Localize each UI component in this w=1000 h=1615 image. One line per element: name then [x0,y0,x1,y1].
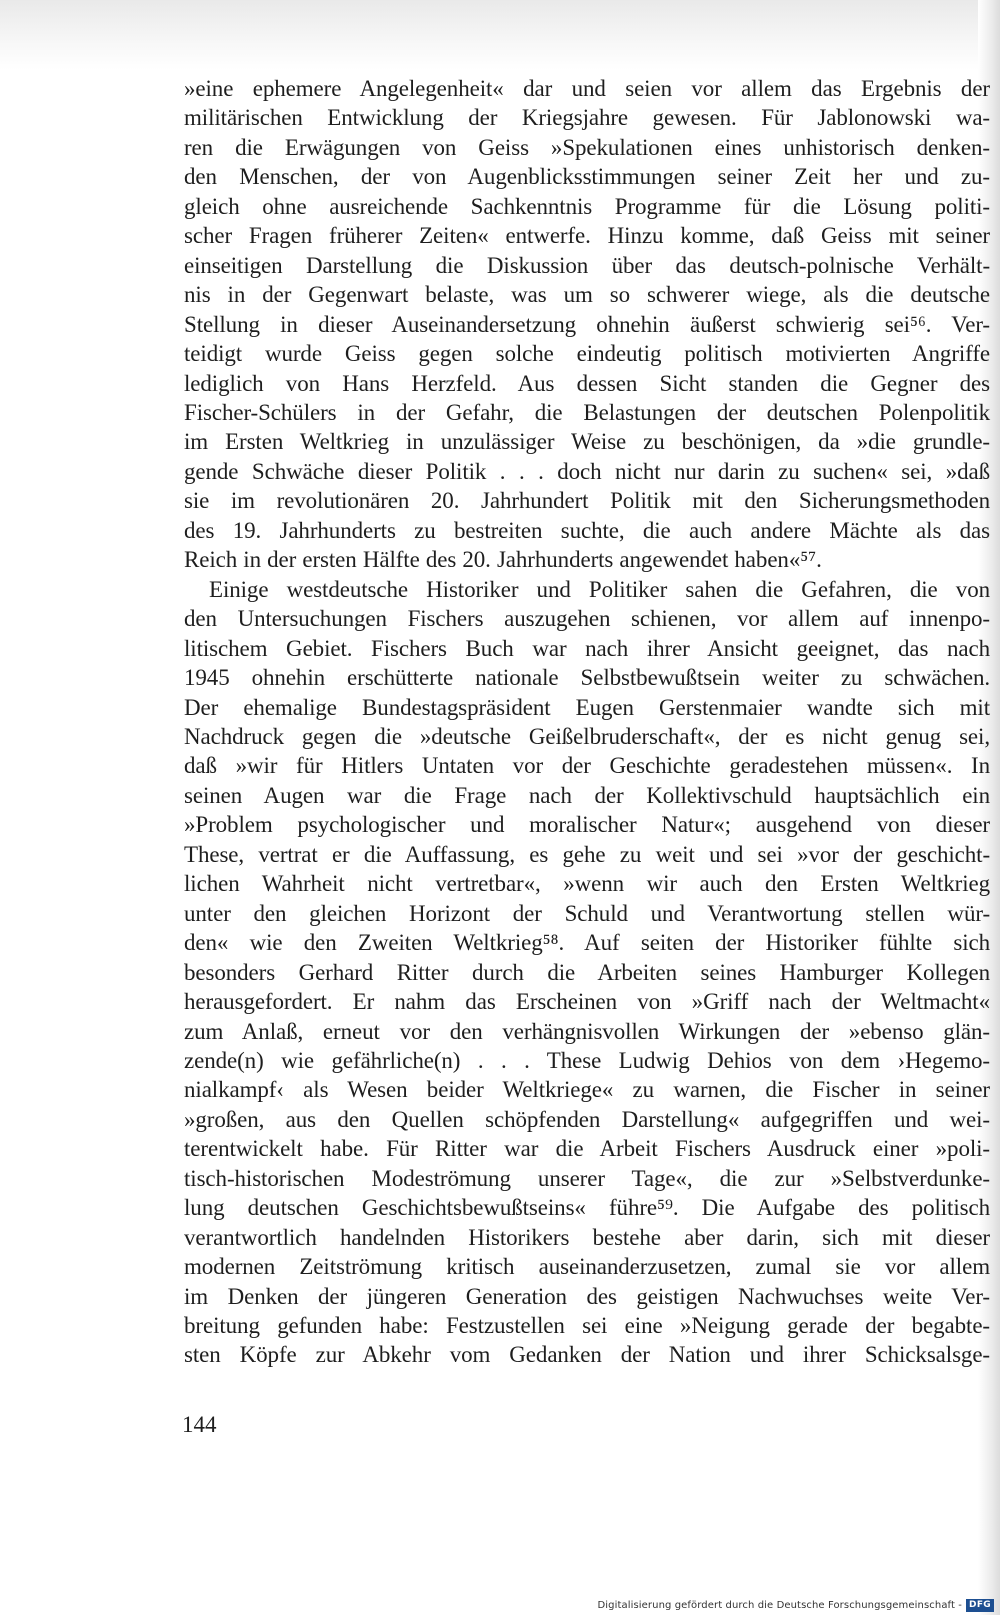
text-line: einseitigen Darstellung die Diskussion über das deutsch-polnische Verhält- [184,252,990,278]
text-line: modernen Zeitströmung kritisch auseinanderzusetzen, zumal sie vor allem [184,1254,990,1280]
text-line: terentwickelt habe. Für Ritter war die Arbeit Fischers Ausdruck einer »poli- [184,1136,990,1162]
text-line: verantwortlich handelnden Historikers bestehe aber darin, sich mit dieser [184,1224,990,1250]
text-line: breitung gefunden habe: Festzustellen sei eine »Neigung gerade der begabte- [184,1313,990,1339]
body-text [184,74,990,1370]
text-line: scher Fragen früherer Zeiten« entwerfe. Hinzu komme, daß Geiss mit seiner [184,223,990,249]
text-line: zende(n) wie gefährliche(n) . . . These Ludwig Dehios von dem ›Hegemo- [184,1047,990,1073]
text-line: daß »wir für Hitlers Untaten vor der Geschichte geradestehen müssen«. In [184,753,990,779]
text-line: 1945 ohnehin erschütterte nationale Selbstbewußtsein weiter zu schwächen. [184,665,990,691]
text-line: Reich in der ersten Hälfte des 20. Jahrhunderts angewendet haben«⁵⁷. [184,547,822,573]
text-line: den« wie den Zweiten Weltkrieg⁵⁸. Auf seiten der Historiker fühlte sich [184,930,990,956]
text-line: teidigt wurde Geiss gegen solche eindeutig politisch motivierten Angriffe [184,341,990,367]
text-line: litischem Gebiet. Fischers Buch war nach ihrer Ansicht geeignet, das nach [184,635,990,661]
text-line: gende Schwäche dieser Politik . . . doch nicht nur darin zu suchen« sei, »daß [184,458,990,484]
text-line: lediglich von Hans Herzfeld. Aus dessen Sicht standen die Gegner des [184,370,990,396]
text-line: des 19. Jahrhunderts zu bestreiten suchte, die auch andere Mächte als das [184,517,990,543]
text-line: sie im revolutionären 20. Jahrhundert Politik mit den Sicherungsmethoden [184,488,990,514]
text-line: den Menschen, der von Augenblicksstimmungen seiner Zeit her und zu- [184,164,990,190]
text-line: im Ersten Weltkrieg in unzulässiger Weise zu beschönigen, da »die grundle- [184,429,990,455]
paragraph [184,74,990,575]
text-line: ren die Erwägungen von Geiss »Spekulationen eines unhistorisch denken- [184,134,990,160]
text-line: Der ehemalige Bundestagspräsident Eugen Gerstenmaier wandte sich mit [184,694,990,720]
text-line: These, vertrat er die Auffassung, es gehe zu weit und sei »vor der geschicht- [184,841,990,867]
text-line: im Denken der jüngeren Generation des geistigen Nachwuchses weite Ver- [184,1283,990,1309]
text-line: den Untersuchungen Fischers auszugehen schienen, vor allem auf innenpo- [184,606,990,632]
text-line: zum Anlaß, erneut vor den verhängnisvollen Wirkungen der »ebenso glän- [184,1018,990,1044]
text-line: lichen Wahrheit nicht vertretbar«, »wenn wir auch den Ersten Weltkrieg [184,871,990,897]
text-line: »eine ephemere Angelegenheit« dar und seien vor allem das Ergebnis der [184,76,990,101]
dfg-logo: DFG [966,1599,994,1612]
digitization-credit: Digitalisierung gefördert durch die Deutsche Forschungsgemeinschaft - [597,1600,962,1611]
text-line: unter den gleichen Horizont der Schuld und Verantwortung stellen wür- [184,900,990,926]
page-number: 144 [182,1412,217,1437]
text-line: Nachdruck gegen die »deutsche Geißelbruderschaft«, der es nicht genug sei, [184,723,990,749]
text-line: Fischer-Schülers in der Gefahr, die Belastungen der deutschen Polenpolitik [184,399,990,425]
text-line: besonders Gerhard Ritter durch die Arbeiten seines Hamburger Kollegen [184,959,990,985]
text-line: »großen, aus den Quellen schöpfenden Darstellung« aufgegriffen und wei- [184,1106,990,1132]
text-line: Einige westdeutsche Historiker und Politiker sahen die Gefahren, die von [209,576,990,602]
text-line: sten Köpfe zur Abkehr vom Gedanken der Nation und ihrer Schicksalsge- [184,1342,990,1368]
text-line: gleich ohne ausreichende Sachkenntnis Programme für die Lösung politi- [184,193,990,219]
text-line: nialkampf‹ als Wesen beider Weltkriege« zu warnen, die Fischer in seiner [184,1077,990,1103]
text-line: herausgefordert. Er nahm das Erscheinen von »Griff nach der Weltmacht« [184,989,990,1015]
text-line: Stellung in dieser Auseinandersetzung ohnehin äußerst schwierig sei⁵⁶. Ver- [184,311,990,337]
text-line: tisch-historischen Modeströmung unserer Tage«, die zur »Selbstverdunke- [184,1165,990,1191]
text-line: nis in der Gegenwart belaste, was um so schwerer wiege, als die deutsche [184,282,990,308]
scan-top-shadow [0,0,1000,70]
paragraph [184,575,990,1370]
text-line: lung deutschen Geschichtsbewußtseins« führe⁵⁹. Die Aufgabe des politisch [184,1195,990,1221]
text-line: »Problem psychologischer und moralischer Natur«; ausgehend von dieser [184,812,990,838]
text-line: militärischen Entwicklung der Kriegsjahre gewesen. Für Jablonowski wa- [184,105,990,131]
text-line: seinen Augen war die Frage nach der Kollektivschuld hauptsächlich ein [184,782,990,808]
